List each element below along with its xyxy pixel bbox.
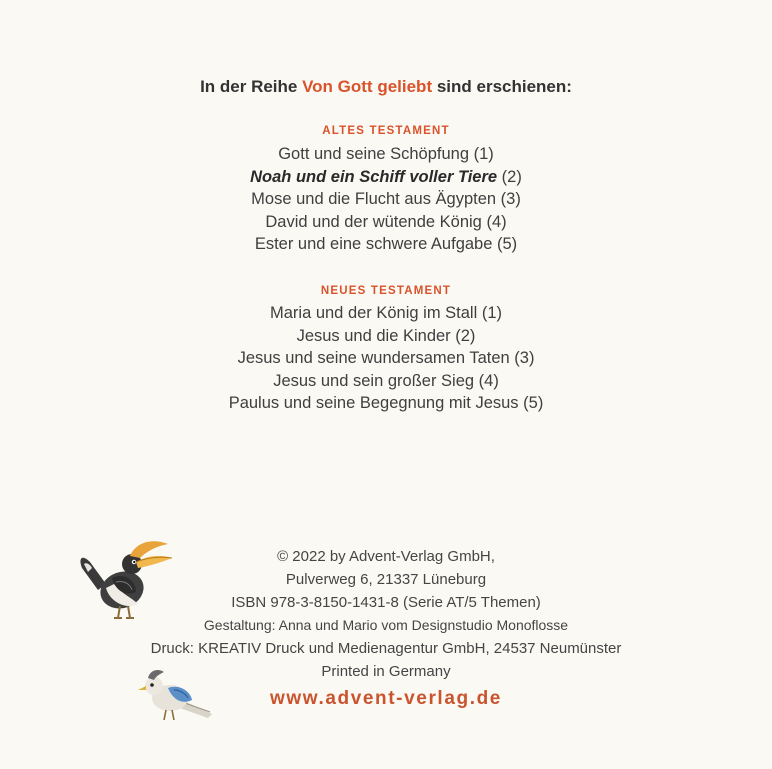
list-item: Paulus und seine Begegnung mit Jesus (5) bbox=[228, 394, 544, 412]
address-line: Pulverweg 6, 21337 Lüneburg bbox=[285, 571, 487, 588]
new-testament-list bbox=[0, 302, 772, 415]
list-item: Gott und seine Schöpfung (1) bbox=[278, 145, 494, 163]
printed-in-line: Printed in Germany bbox=[321, 663, 451, 680]
heading-prefix: In der Reihe bbox=[200, 77, 303, 96]
publisher-website: www.advent-verlag.de bbox=[270, 688, 502, 709]
series-name: Von Gott geliebt bbox=[302, 77, 433, 96]
isbn-line: ISBN 978-3-8150-1431-8 (Serie AT/5 Themen) bbox=[231, 594, 541, 611]
old-testament-list bbox=[0, 143, 772, 256]
list-item: Maria und der König im Stall (1) bbox=[269, 304, 502, 322]
copyright-line: © 2022 by Advent-Verlag GmbH, bbox=[277, 548, 495, 565]
list-item: Jesus und die Kinder (2) bbox=[296, 326, 476, 345]
new-testament-label: NEUES TESTAMENT bbox=[320, 285, 452, 297]
blue-crested-bird-icon bbox=[138, 660, 218, 724]
list-item: Mose und die Flucht aus Ägypten (3) bbox=[251, 190, 521, 208]
list-item: Noah und ein Schiff voller Tiere (2) bbox=[250, 167, 522, 186]
series-heading bbox=[0, 77, 772, 97]
old-testament-label: ALTES TESTAMENT bbox=[322, 125, 450, 137]
design-credit-line: Gestaltung: Anna und Mario vom Designstudio Monoflosse bbox=[203, 617, 569, 633]
list-item: David und der wütende König (4) bbox=[265, 212, 507, 231]
list-item: Jesus und seine wundersamen Taten (3) bbox=[237, 349, 535, 367]
print-credit-line: Druck: KREATIV Druck und Medienagentur GmbH, 24537 Neumünster bbox=[150, 640, 622, 657]
heading-suffix: sind erschienen: bbox=[432, 77, 572, 96]
list-item: Ester und eine schwere Aufgabe (5) bbox=[254, 235, 518, 253]
list-item: Jesus und sein großer Sieg (4) bbox=[273, 371, 499, 390]
hornbill-bird-icon bbox=[76, 528, 176, 624]
